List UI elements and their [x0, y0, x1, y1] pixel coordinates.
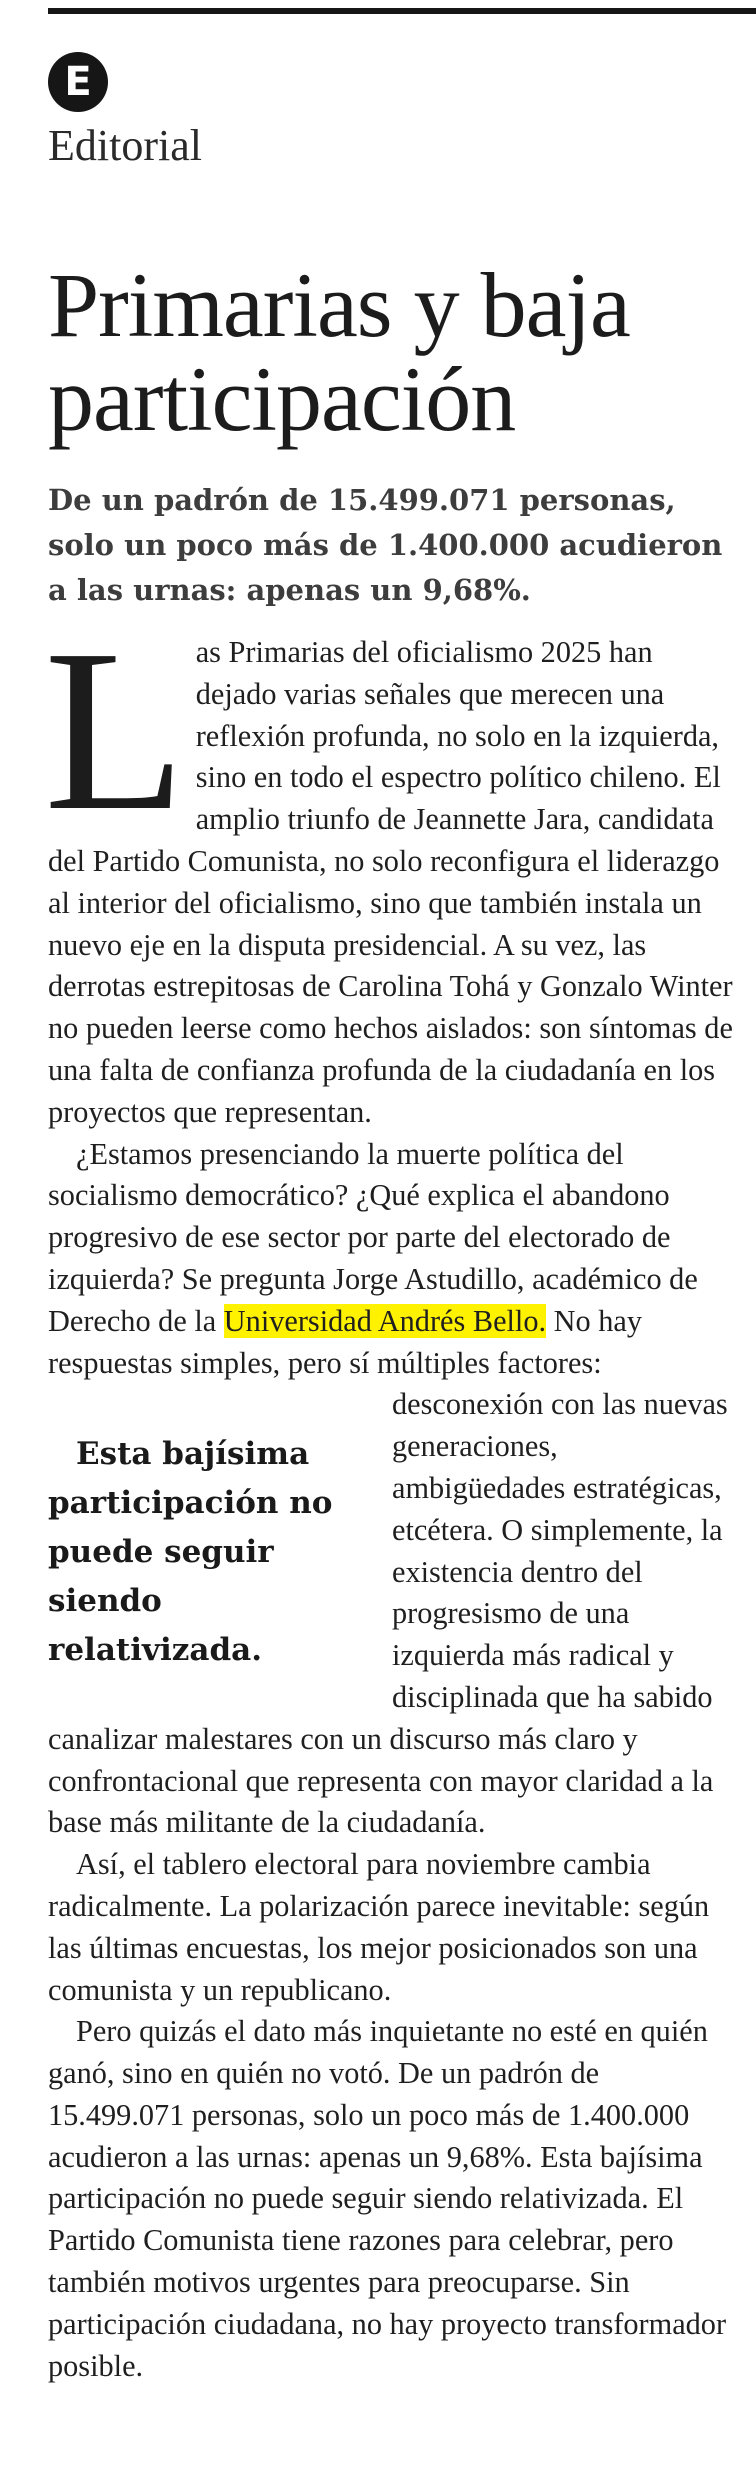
paragraph-2-text-c: on las nuevas generaciones, ambigüedades estratégicas, etcétera. O simplemente, la existencia dentro del progresismo de una izquierda más radical y disciplinada que ha sabido canalizar malestares con un discurso más claro y confrontacional que representa con mayor claridad a la base más militante de la ciudadanía. — [48, 1387, 728, 1840]
highlighted-university: Universidad Andrés Bello. — [223, 1303, 547, 1338]
paragraph-2-text-a: ¿Estamos presenciando la muerte política del socialismo democrático? ¿Qué explica el abandono progresivo de ese sector por parte del electorado de izquierda? Se pregunta Jorge Astudillo, académico de Derecho de la — [48, 1136, 698, 1338]
drop-cap: L — [44, 602, 186, 859]
paragraph-1-text: as Primarias del oficialismo 2025 han dejado varias señales que merecen una reflexión profunda, no solo en la izquierda, sino en todo el espectro político chileno. El amplio triunfo de Jeannette Jara, candidata del Partido Comunista, no solo reconfigura el liderazgo al interior del oficialismo, sino que también instala un nuevo eje en la disputa presidencial. A su vez, las derrotas estrepitosas de Carolina Tohá y Gonzalo Winter no pueden leerse como hechos aislados: son síntomas de una falta de confianza profunda de la ciudadanía en los proyectos que representan. — [48, 635, 733, 1129]
article-body — [44, 602, 738, 2387]
headline: Primarias y baja participación — [48, 254, 630, 450]
section-badge: E — [48, 52, 108, 112]
paragraph-4: Pero quizás el dato más inquietante no esté en quién ganó, sino en quién no votó. De un padrón de 15.499.071 personas, solo un poco más de 1.400.000 acudieron a las urnas: apenas un 9,68%. Esta bajísima participación no puede seguir siendo relativizada. El Partido Comunista tiene razones para celebrar, pero también motivos urgentes para preocuparse. Sin participación ciudadana, no hay proyecto transformador posible. — [48, 2014, 727, 2383]
paragraph-1 — [44, 602, 738, 1134]
pull-quote: Esta bajísima participación no puede seguir siendo relativizada. — [48, 1436, 333, 1669]
paragraph-2-text-b: No hay respuestas simples, pero sí múltiples factores: desconexión c — [48, 1303, 642, 1422]
deck: De un padrón de 15.499.071 personas, solo un poco más de 1.400.000 acudieron a las urnas: apenas un 9,68%. — [48, 483, 723, 607]
top-rule — [48, 8, 756, 14]
section-label: Editorial — [48, 121, 202, 170]
paragraph-2 — [48, 1134, 738, 1845]
paragraph-3: Así, el tablero electoral para noviembre cambia radicalmente. La polarización parece inevitable: según las últimas encuestas, los mejor posicionados son una comunista y un republicano. — [48, 1847, 710, 2007]
